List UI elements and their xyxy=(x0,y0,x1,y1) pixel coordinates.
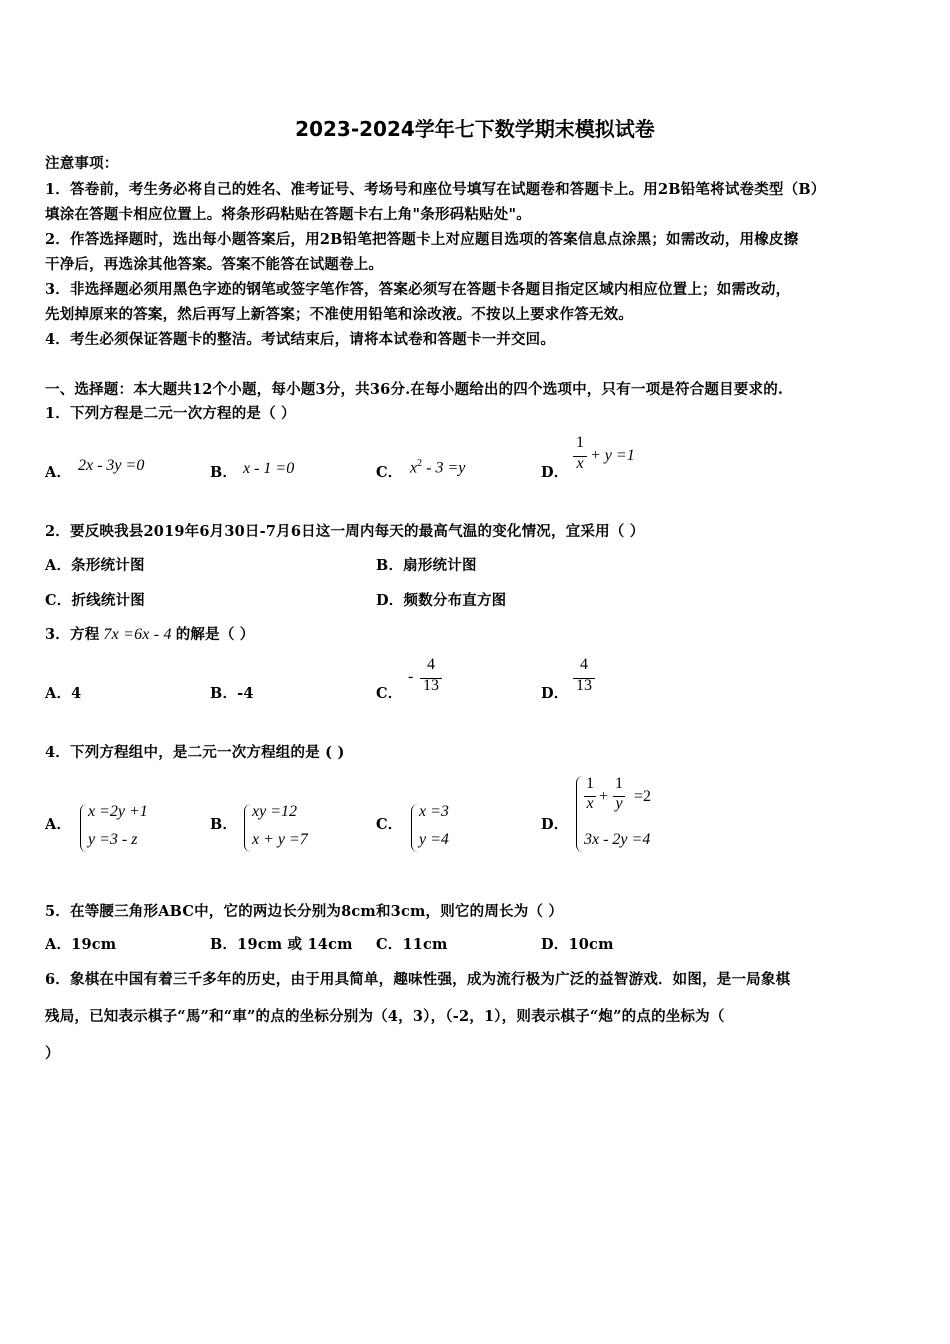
option-b-expression: x - 1 =0 xyxy=(243,460,295,477)
notice-line: 2．作答选择题时，选出每小题答案后，用2B铅笔把答题卡上对应题目选项的答案信息点涂黑；如需改动，用橡皮擦 xyxy=(45,231,799,248)
option-c: C．11cm xyxy=(376,936,448,953)
equation: y =4 xyxy=(419,831,449,848)
option-label: B． xyxy=(210,464,238,481)
option-a: A．4 xyxy=(45,685,82,702)
plus-sign: + xyxy=(599,788,609,805)
equation: xy =12 xyxy=(252,803,297,820)
equation: x =2y +1 xyxy=(88,803,148,820)
fraction: 1 y xyxy=(615,775,623,812)
page-title: 2023-2024学年七下数学期末模拟试卷 xyxy=(295,117,655,141)
section-heading: 一、选择题：本大题共12个小题，每小题3分，共36分.在每小题给出的四个选项中，只有一项是符合题目要求的. xyxy=(45,381,784,398)
question-6-line: ） xyxy=(45,1045,60,1062)
notice-line: 先划掉原来的答案，然后再写上新答案；不准使用铅笔和涂改液。不按以上要求作答无效。 xyxy=(45,306,633,323)
question-5-stem: 5．在等腰三角形ABC中，它的两边长分别为8cm和3cm，则它的周长为（ ） xyxy=(45,903,564,920)
question-6-line: 6．象棋在中国有着三千多年的历史，由于用具简单，趣味性强，成为流行极为广泛的益智游戏．如图，是一局象棋 xyxy=(45,971,791,988)
fraction: 4 13 xyxy=(573,656,595,695)
fraction: 1 x xyxy=(586,775,594,812)
option-label: A． xyxy=(45,816,72,833)
equation: =2 xyxy=(634,788,652,805)
notice-line: 干净后，再选涂其他答案。答案不能答在试题卷上。 xyxy=(45,256,384,273)
option-label: A． xyxy=(45,464,72,481)
question-6-line: 残局，已知表示棋子“馬”和“車”的点的坐标分别为（4，3），（-2，1），则表示棋子“炮”的点的坐标为（ xyxy=(45,1008,725,1025)
brace xyxy=(244,804,251,852)
question-1-stem: 1．下列方程是二元一次方程的是（ ） xyxy=(45,405,296,422)
question-2-stem: 2．要反映我县2019年6月30日-7月6日这一周内每天的最高气温的变化情况，宜采用（ ） xyxy=(45,523,645,540)
notice-line: 填涂在答题卡相应位置上。将条形码粘贴在答题卡右上角"条形码粘贴处"。 xyxy=(45,206,531,223)
minus-sign: - xyxy=(408,668,414,685)
option-label: D． xyxy=(541,464,569,481)
option-d: D．频数分布直方图 xyxy=(376,592,507,609)
notice-line: 4．考生必须保证答题卡的整洁。考试结束后，请将本试卷和答题卡一并交回。 xyxy=(45,331,556,348)
fraction: 4 13 xyxy=(420,656,442,695)
option-b: B．-4 xyxy=(210,685,254,702)
brace xyxy=(411,804,418,852)
option-d-expression: + y =1 xyxy=(590,447,635,464)
equation: 3x - 2y =4 xyxy=(584,831,651,848)
fraction: 1 x xyxy=(573,434,587,473)
brace xyxy=(576,776,583,852)
option-label: D． xyxy=(541,816,569,833)
notice-heading: 注意事项： xyxy=(45,155,119,172)
option-a-expression: 2x - 3y =0 xyxy=(78,457,145,474)
equation: x =3 xyxy=(419,803,449,820)
option-b: B．19cm 或 14cm xyxy=(210,936,353,953)
option-label: B． xyxy=(210,816,238,833)
option-label: C． xyxy=(376,464,403,481)
question-3-stem: 3．方程 7x =6x - 4 的解是（ ） xyxy=(45,626,255,643)
option-a: A．19cm xyxy=(45,936,117,953)
notice-line: 1．答卷前，考生务必将自己的姓名、准考证号、考场号和座位号填写在试题卷和答题卡上。用2B铅笔将试卷类型（B） xyxy=(45,181,826,198)
option-a: A．条形统计图 xyxy=(45,557,145,574)
equation: y =3 - z xyxy=(88,831,138,848)
notice-line: 3．非选择题必须用黑色字迹的钢笔或签字笔作答，答案必须写在答题卡各题目指定区域内相应位置上；如需改动， xyxy=(45,281,791,298)
option-c-expression: $x^2 - 3 =y$ xyxy=(410,458,466,477)
option-b: B．扇形统计图 xyxy=(376,557,477,574)
option-label: C． xyxy=(376,816,403,833)
option-d: D．10cm xyxy=(541,936,614,953)
option-c: C．折线统计图 xyxy=(45,592,145,609)
equation: x + y =7 xyxy=(252,831,308,848)
brace xyxy=(80,804,87,852)
option-label: D． xyxy=(541,685,569,702)
option-label: C． xyxy=(376,685,403,702)
question-4-stem: 4．下列方程组中，是二元一次方程组的是 ( ) xyxy=(45,744,345,761)
